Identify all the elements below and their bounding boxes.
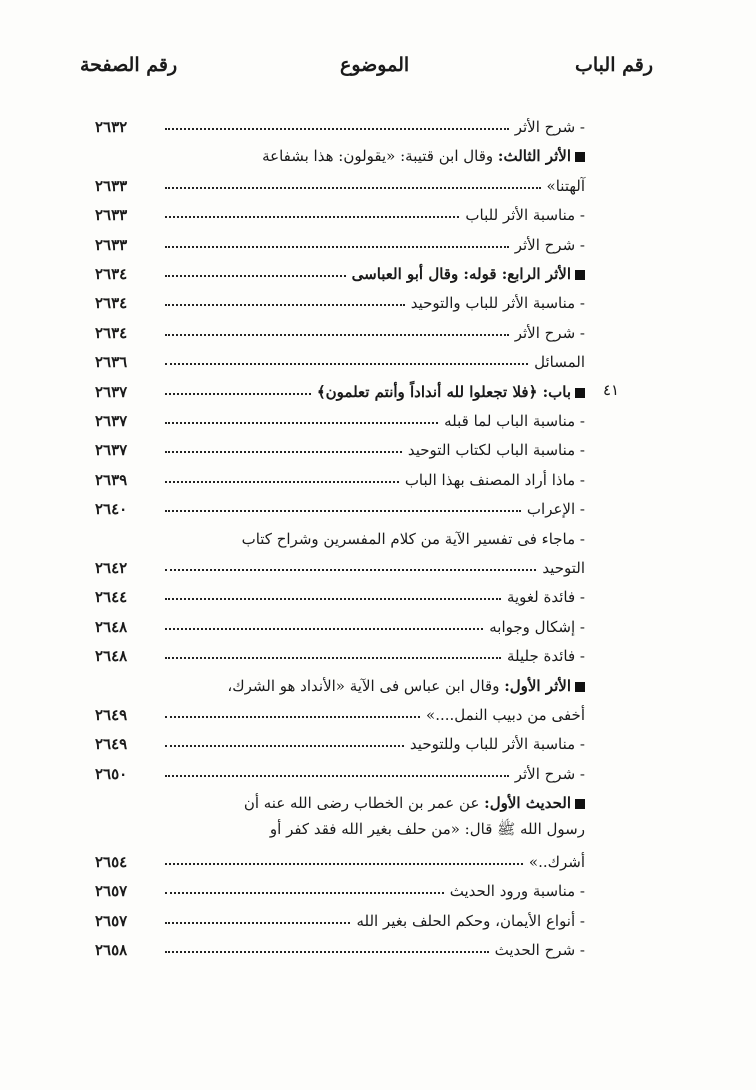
entry-label: عن عمر بن الخطاب رضى الله عنه أن (243, 794, 485, 813)
entry-text (542, 559, 585, 577)
leader-dots (165, 393, 311, 395)
index-entry (95, 461, 585, 489)
leader-dots (165, 598, 501, 600)
leader-dots (165, 628, 483, 630)
leader-dots (165, 775, 509, 777)
entry-page-number: ٢٦٤٢ (95, 559, 128, 577)
index-entry (95, 520, 585, 548)
entry-text (244, 794, 585, 812)
entry-page-number: ٢٦٣٢ (95, 118, 128, 136)
index-entry (95, 814, 585, 842)
leader-dots (165, 187, 541, 189)
index-entry (95, 284, 585, 312)
entry-label: - مناسبة الأثر للباب (465, 206, 585, 225)
entry-text (450, 882, 585, 900)
index-entry (95, 373, 585, 401)
entry-page-number: ٢٦٣٤ (95, 294, 128, 313)
entry-label: - شرح الحديث (494, 941, 585, 960)
entry-page-number: ٢٦٣٤ (95, 265, 128, 283)
leader-dots (165, 922, 350, 924)
entry-label: - فائدة جليلة (506, 647, 585, 666)
entry-text (317, 383, 585, 401)
entry-page-number: ٢٦٥٨ (95, 941, 128, 960)
entry-heading: الحديث الأول: (484, 794, 571, 813)
square-bullet-icon (575, 799, 585, 809)
entry-label: - مناسبة الأثر للباب والتوحيد (410, 294, 585, 313)
entry-page-number: ٢٦٥٧ (95, 882, 128, 901)
entry-page-number: ٢٦٥٤ (95, 853, 128, 871)
entry-text (515, 118, 585, 136)
entry-text (426, 706, 585, 724)
entry-label: أشرك..» (528, 853, 585, 871)
entry-text (547, 177, 585, 195)
entry-page-number: ٢٦٣٧ (95, 382, 128, 401)
entry-text (489, 618, 585, 636)
leader-dots (165, 128, 509, 130)
leader-dots (165, 892, 444, 894)
entry-text (515, 236, 585, 254)
index-entry (95, 725, 585, 753)
index-entry (95, 137, 585, 165)
leader-dots (165, 246, 509, 248)
entry-label: وقال ابن قتيبة: «يقولون: هذا بشفاعة (262, 147, 498, 166)
entry-label: التوحيد (542, 559, 585, 577)
leader-dots (165, 481, 399, 483)
entry-page-number: ٢٦٣٣ (95, 206, 128, 225)
entry-page-number: ٢٦٣٩ (95, 470, 128, 489)
entry-label: رسول الله ﷺ قال: «من حلف بغير الله فقد كفر أو (269, 819, 585, 838)
entry-label: - إشكال وجوابه (489, 617, 585, 636)
entry-text (227, 677, 585, 695)
entry-text (262, 147, 585, 165)
index-entry (95, 402, 585, 430)
index-entry (95, 667, 585, 695)
entry-text (507, 647, 585, 665)
entry-page-number: ٢٦٤٨ (95, 647, 128, 666)
entry-label: - ماذا أراد المصنف بهذا الباب (404, 470, 585, 489)
entry-text (405, 471, 585, 489)
entry-label: - شرح الأثر (514, 323, 585, 342)
index-entry (95, 549, 585, 577)
leader-dots (165, 863, 523, 865)
leader-dots (165, 745, 404, 747)
entry-page-number: ٢٦٤٩ (95, 706, 128, 724)
leader-dots (165, 304, 405, 306)
entry-text (507, 588, 585, 606)
leader-dots (165, 363, 528, 365)
entry-page-number: ٢٦٤٩ (95, 735, 128, 754)
entry-label: - مناسبة الباب لكتاب التوحيد (407, 441, 585, 460)
square-bullet-icon (575, 388, 585, 398)
entry-text (352, 265, 585, 283)
entry-label: - مناسبة الأثر للباب وللتوحيد (409, 735, 585, 754)
entry-text (444, 412, 585, 430)
entry-label: - أنواع الأيمان، وحكم الحلف بغير الله (356, 911, 585, 930)
entry-label: - شرح الأثر (514, 235, 585, 254)
entry-text (527, 500, 585, 518)
entry-label: - فائدة لغوية (506, 588, 585, 607)
entry-label: - مناسبة الباب لما قبله (444, 412, 585, 430)
entry-text (495, 941, 585, 959)
leader-dots (165, 422, 438, 424)
index-entry (95, 314, 585, 342)
entry-text (356, 912, 585, 930)
entry-label: - شرح الأثر (514, 118, 585, 136)
index-entry (95, 637, 585, 665)
index-entry (95, 490, 585, 518)
index-entry (95, 784, 585, 812)
leader-dots (165, 657, 501, 659)
entry-text (411, 294, 585, 312)
leader-dots (165, 275, 346, 277)
entry-label: وقال ابن عباس فى الآية «الأنداد هو الشرك، (227, 676, 505, 695)
entry-text (465, 206, 585, 224)
entry-page-number: ٢٦٣٤ (95, 323, 128, 342)
entry-page-number: ٢٦٣٧ (95, 441, 128, 460)
entry-text (529, 853, 585, 871)
entry-text (242, 530, 585, 548)
index-entry (95, 108, 585, 136)
entry-page-number: ٢٦٥٠ (95, 764, 128, 783)
index-entry (95, 755, 585, 783)
entry-label: - الإعراب (526, 500, 585, 519)
entry-label: - شرح الأثر (514, 764, 585, 783)
entry-label: آلهتنا» (546, 176, 585, 195)
chapter-number-column-header: رقم الباب (575, 54, 653, 76)
entry-text (515, 324, 585, 342)
leader-dots (165, 569, 536, 571)
topic-column-header: الموضوع (340, 54, 410, 76)
index-entry (95, 255, 585, 283)
entry-label: - مناسبة ورود الحديث (449, 882, 585, 901)
square-bullet-icon (575, 682, 585, 692)
index-entry (95, 872, 585, 900)
leader-dots (165, 451, 402, 453)
index-entry (95, 578, 585, 606)
square-bullet-icon (575, 270, 585, 280)
entry-page-number: ٢٦٣٦ (95, 353, 128, 372)
index-entry (95, 343, 585, 371)
index-entry (95, 431, 585, 459)
entry-label: المسائل (534, 353, 585, 372)
entry-text (515, 765, 585, 783)
page-number-column-header: رقم الصفحة (80, 54, 178, 76)
index-entry (95, 196, 585, 224)
entry-page-number: ٢٦٣٣ (95, 176, 128, 195)
chapter-number: ٤١ (603, 380, 620, 399)
leader-dots (165, 216, 459, 218)
leader-dots (165, 716, 420, 718)
index-entry (95, 931, 585, 959)
leader-dots (165, 334, 509, 336)
entry-page-number: ٢٦٥٧ (95, 911, 128, 930)
index-entry (95, 843, 585, 871)
entry-heading: باب: ﴿فلا تجعلوا لله أنداداً وأنتم تعلمون﴾ (316, 382, 571, 401)
index-entry (95, 902, 585, 930)
entry-page-number: ٢٦٣٣ (95, 235, 128, 254)
entry-text (410, 735, 585, 753)
entry-page-number: ٢٦٤٠ (95, 500, 128, 519)
leader-dots (165, 510, 521, 512)
index-entry (95, 226, 585, 254)
entry-label: أخفى من دبيب النمل....» (426, 706, 585, 724)
entry-heading: الأثر الأول: (504, 676, 571, 695)
index-entry (95, 167, 585, 195)
entry-page-number: ٢٦٣٧ (95, 412, 128, 430)
entry-page-number: ٢٦٤٤ (95, 588, 128, 607)
entry-heading: الأثر الرابع: قوله: وقال أبو العباسى (351, 265, 571, 283)
entry-text (534, 353, 585, 371)
leader-dots (165, 951, 489, 953)
entry-text (270, 820, 585, 842)
entry-heading: الأثر الثالث: (497, 147, 571, 166)
entry-page-number: ٢٦٤٨ (95, 617, 128, 636)
index-entry (95, 696, 585, 724)
entry-label: - ماجاء فى تفسير الآية من كلام المفسرين وشراح كتاب (241, 529, 585, 548)
square-bullet-icon (575, 152, 585, 162)
entry-text (408, 441, 585, 459)
index-entry (95, 608, 585, 636)
